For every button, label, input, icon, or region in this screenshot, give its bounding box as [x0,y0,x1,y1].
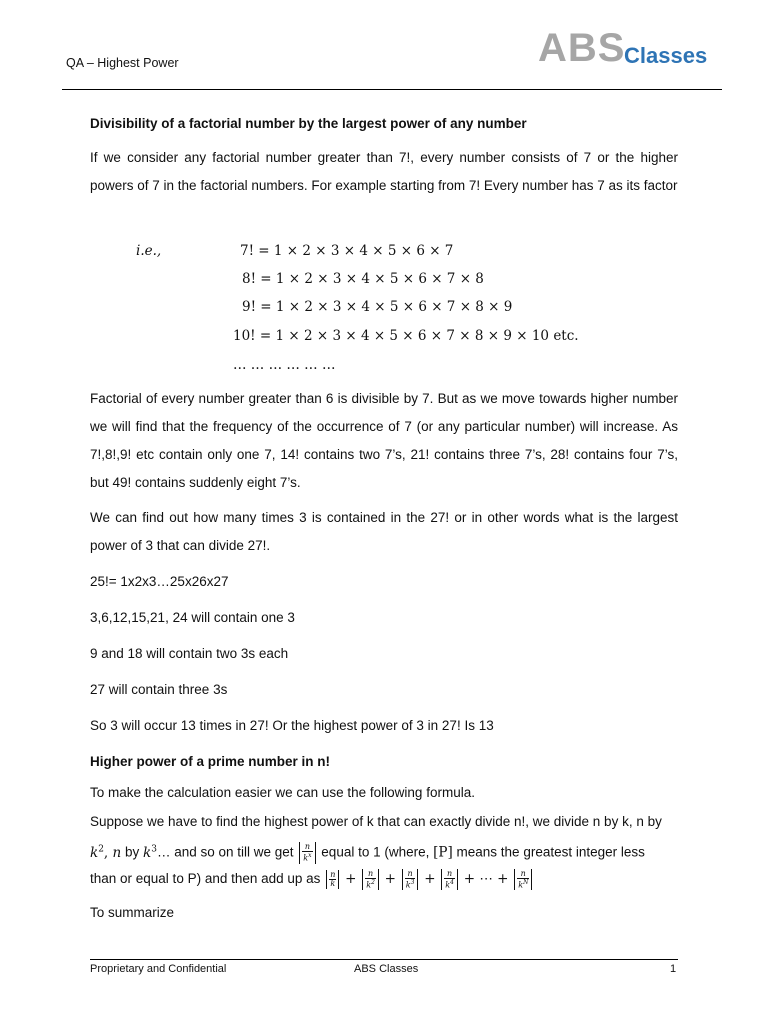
page-number: 1 [670,963,677,975]
paragraph-divisible-by-7: Factorial of every number greater than 6 is divisible by 7. But as we move towards higher number we will find that the frequency of the occurrence of 7 (or any particular number) will increase. As 7!,8!,9! etc contain only one 7, 14! contains two 7’s, 21! contains three 7’s, 28! contains four 7’s, but 49! contains suddenly eight 7’s. [90,391,678,490]
paragraph-formula-line3: than or equal to P) and then add up as $\frac{n}{k}$ + $\frac{n}{k^2}$ + $\frac{n}{k^3}$ + $\frac{n}{k^4}$ + ⋯ + $\frac{n}{k^N}$ [90,865,678,893]
line-27-factorial: 25!= 1x2x3…25x26x27 [90,574,229,589]
heading-prime-power: Higher power of a prime number in n! [90,754,331,769]
footer-company: ABS Classes [354,963,419,975]
line-contain-three-3s: 27 will contain three 3s [90,682,228,697]
line-to-summarize: To summarize [90,905,175,920]
equation-7-factorial: 7! = 1 × 2 × 3 × 4 × 5 × 6 × 7 [240,243,454,259]
equation-9-factorial: 9! = 1 × 2 × 3 × 4 × 5 × 6 × 7 × 8 × 9 [242,299,513,315]
paragraph-formula-line1: Suppose we have to find the highest power of k that can exactly divide n!, we divide n by k, n by [90,814,662,829]
paragraph-intro: If we consider any factorial number greater than 7!, every number consists of 7 or the higher powers of 7 in the factorial numbers. For example starting from 7! Every number has 7 as its factor [90,150,678,193]
footer-divider [90,959,678,960]
equation-10-factorial: 10! = 1 × 2 × 3 × 4 × 5 × 6 × 7 × 8 × 9 × 10 etc. [233,328,579,344]
line-occurs-13-times: So 3 will occur 13 times in 27! Or the highest power of 3 in 27! Is 13 [90,718,494,733]
logo-abs-text: ABS [538,26,626,70]
line-contain-two-3s: 9 and 18 will contain two 3s each [90,646,289,661]
header-divider [62,89,722,90]
paragraph-formula-intro: To make the calculation easier we can use the following formula. [90,785,475,800]
header-title: QA – Highest Power [66,56,179,70]
abs-classes-logo [538,28,738,68]
paragraph-power-of-3: We can find out how many times 3 is contained in the 27! or in other words what is the largest power of 3 that can divide 27!. [90,510,678,553]
fraction-n-over-k-x: $\frac{n}{k^x}$ [299,842,315,864]
logo-classes-text: Classes [624,43,708,68]
footer-confidential: Proprietary and Confidential [90,963,227,975]
paragraph-formula-line2: $k^2$, n by $k^3\dots$ and so on till we get $\frac{n}{k^x}$ equal to 1 (where, [P] means the greatest integer less [90,842,645,863]
ie-label: i.e., [136,243,162,259]
equation-ellipsis: … … … … … … [233,357,336,373]
line-contain-one-3: 3,6,12,15,21, 24 will contain one 3 [90,610,295,625]
heading-divisibility: Divisibility of a factorial number by the largest power of any number [90,116,527,131]
equation-8-factorial: 8! = 1 × 2 × 3 × 4 × 5 × 6 × 7 × 8 [242,271,484,287]
